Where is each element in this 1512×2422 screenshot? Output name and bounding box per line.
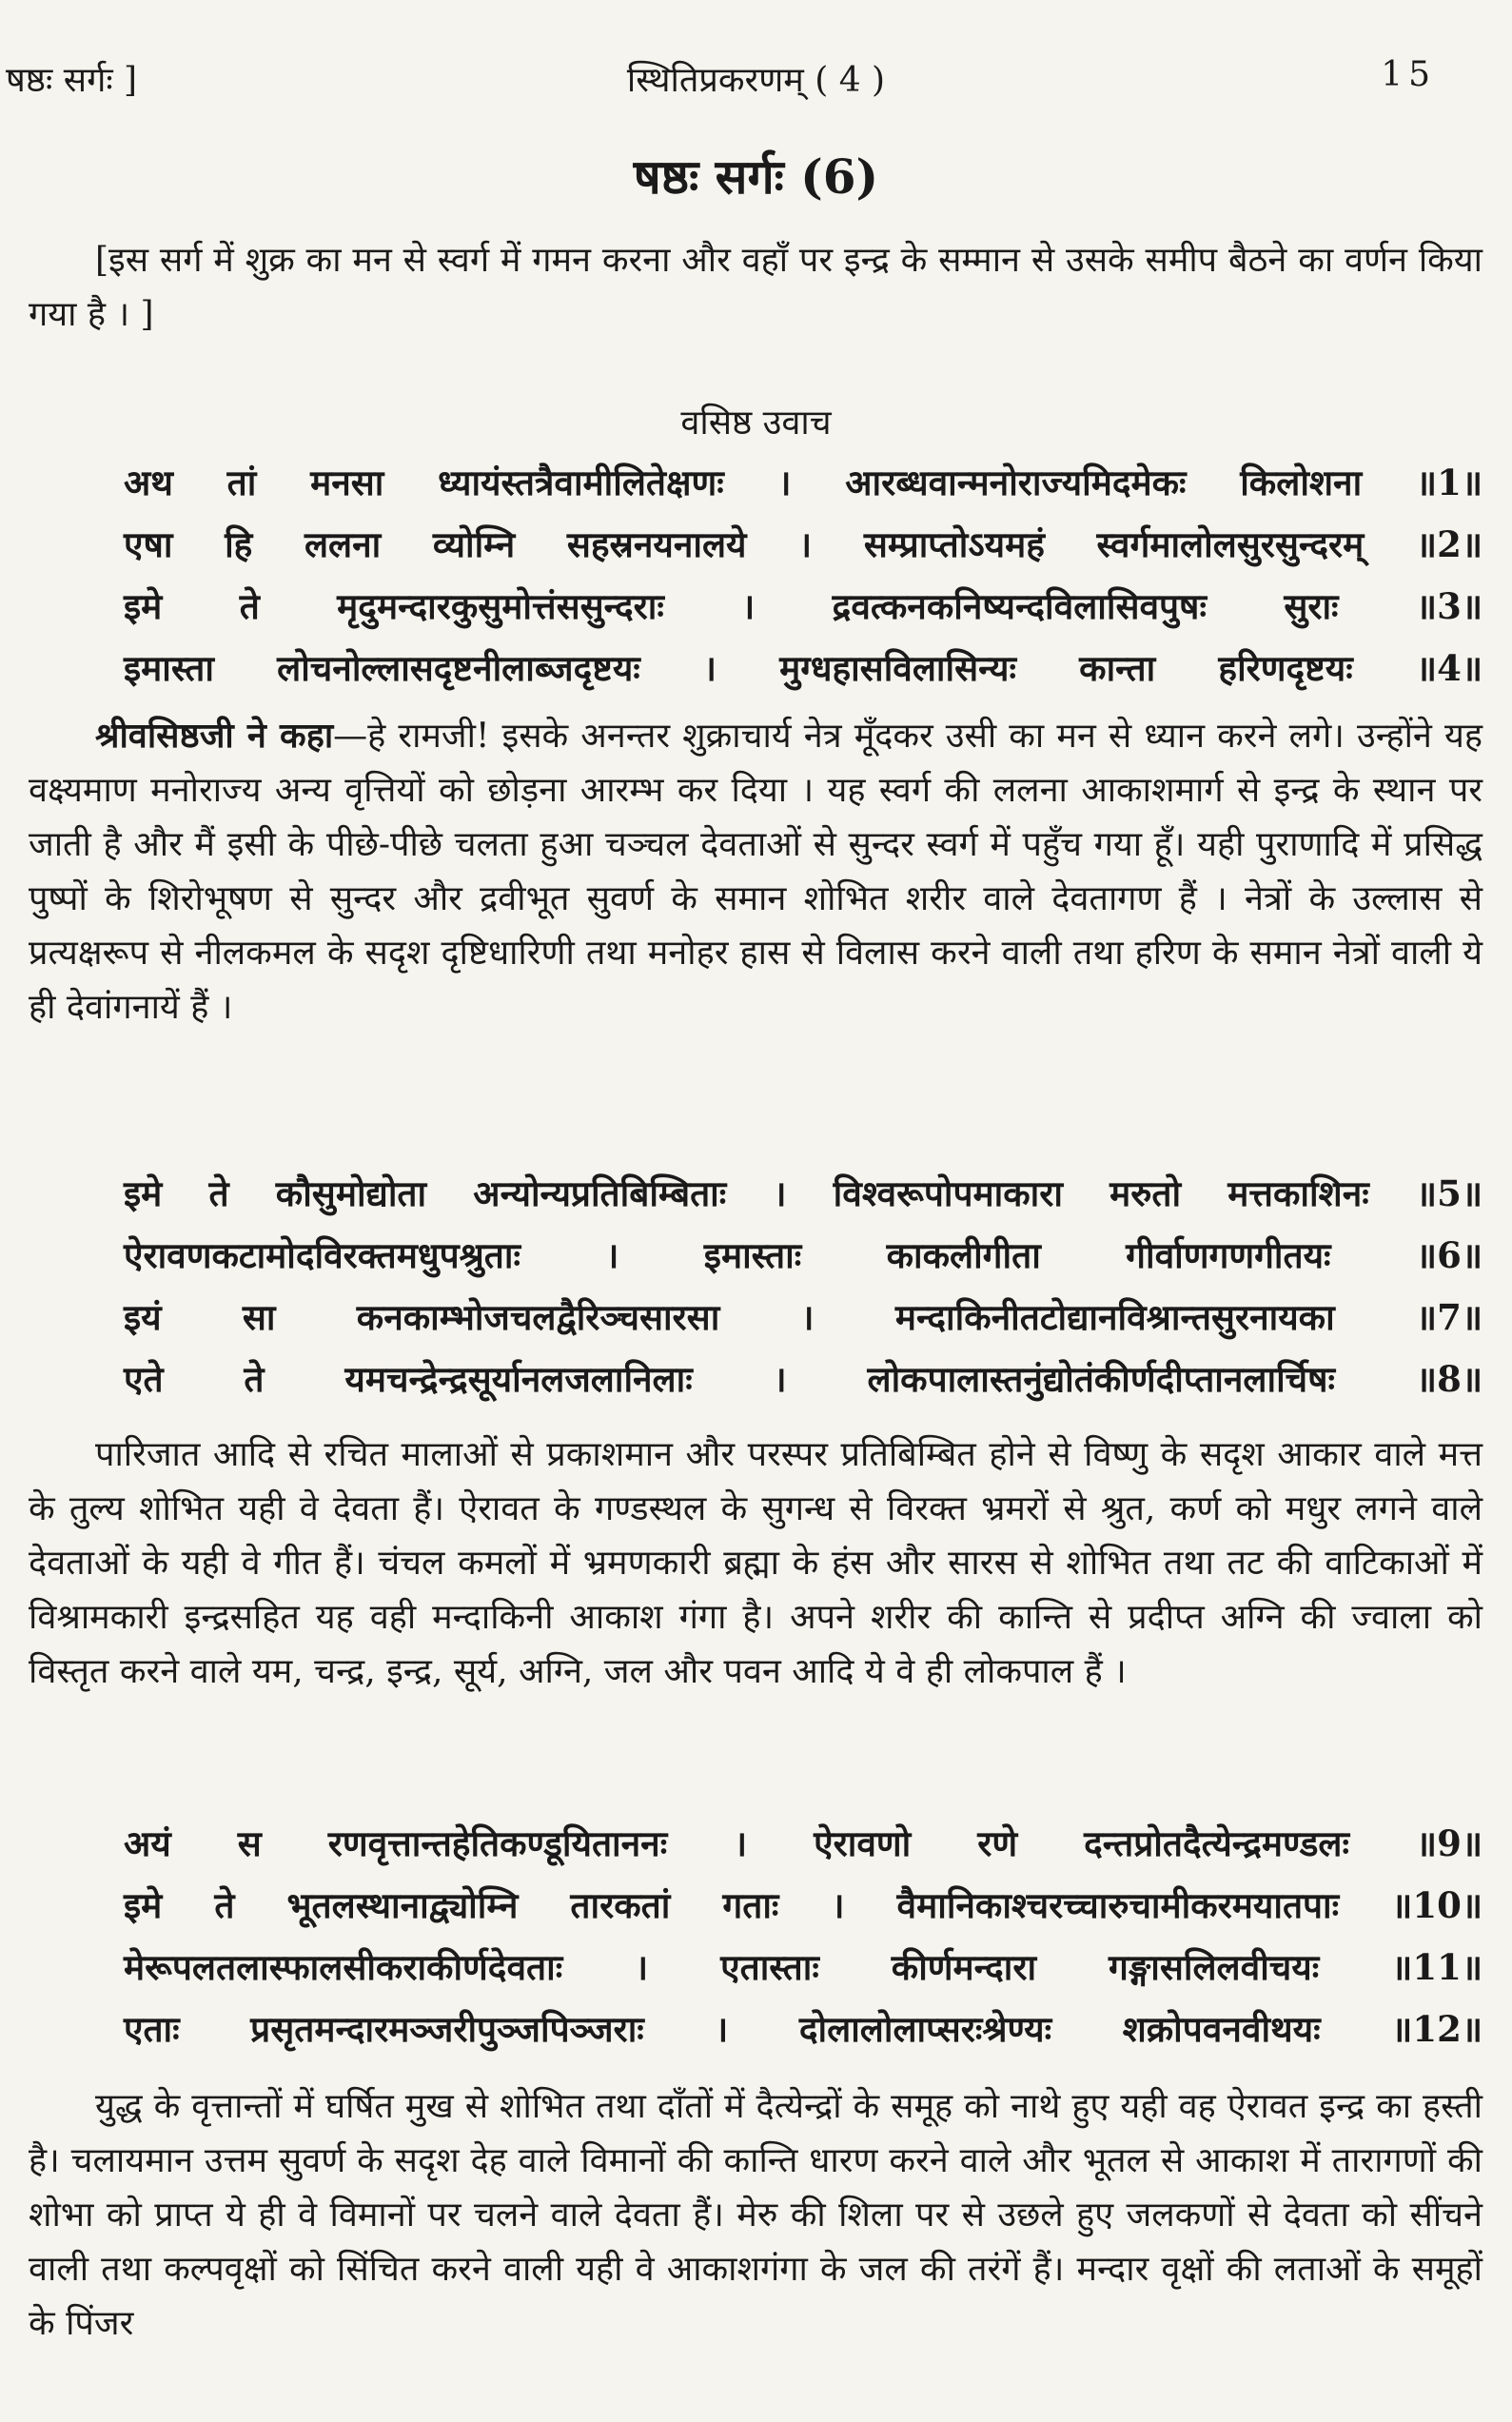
- speaker-label: श्रीवसिष्ठजी ने कहा: [95, 716, 334, 756]
- verse-12: एताः प्रसृतमन्दारमञ्जरीपुञ्जपिञ्जराः । दोलालोलाप्सरःश्रेण्यः शक्रोपवनवीथयः ॥12॥: [124, 2008, 1483, 2050]
- running-header-center: स्थितिप्रकरणम् ( 4 ): [626, 61, 886, 100]
- translation-paragraph-1: [29, 709, 1483, 1034]
- page-number: 15: [1381, 55, 1436, 94]
- paragraph-text: —हे रामजी! इसके अनन्तर शुक्राचार्य नेत्र मूँदकर उसी का मन से ध्यान करने लगे। उन्होंने यह वक्ष्यमाण मनोराज्य अन्य वृत्तियों को छोड़ना आरम्भ कर दिया । यह स्वर्ग की ललना आकाशमार्ग से इन्द्र के स्थान पर जाती है और मैं इसी के पीछे-पीछे चलता हुआ चञ्चल देवताओं से सुन्दर स्वर्ग में पहुँच गया हूँ। यही पुराणादि में प्रसिद्ध पुष्पों के शिरोभूषण से सुन्दर और द्रवीभूत सुवर्ण के समान शोभित शरीर वाले देवतागण हैं । नेत्रों के उल्लास से प्रत्यक्षरूप से नीलकमल के सदृश दृष्टिधारिणी तथा मनोहर हास से विलास करने वाली तथा हरिण के समान नेत्रों वाली ये ही देवांगनायें हैं ।: [29, 717, 1483, 1027]
- verse-1: अथ तां मनसा ध्यायंस्तत्रैवामीलितेक्षणः । आरब्धवान्मनोराज्यमिदमेकः किलोशना ॥1॥: [124, 462, 1483, 503]
- verse-block-3: [29, 1813, 1483, 2060]
- verse-6: ऐरावणकटामोदविरक्तमधुपश्रुताः । इमास्ताः काकलीगीता गीर्वाणगणगीतयः ॥6॥: [124, 1234, 1483, 1276]
- verse-11: मेरूपलतलास्फालसीकराकीर्णदेवताः । एतास्ताः कीर्णमन्दारा गङ्गासलिलवीचयः ॥11॥: [124, 1946, 1483, 1988]
- verse-7: इयं सा कनकाम्भोजचलद्वैरिञ्चसारसा । मन्दाकिनीतटोद्यानविश्रान्तसुरनायका ॥7॥: [124, 1296, 1483, 1338]
- verse-10: इमे ते भूतलस्थानाद्व्योम्नि तारकतां गताः । वैमानिकाश्चरच्चारुचामीकरमयातपाः ॥10॥: [124, 1884, 1483, 1926]
- verse-block-2: [29, 1163, 1483, 1410]
- chapter-title: षष्ठः सर्गः (6): [633, 148, 879, 205]
- running-header-left: षष्ठः सर्गः ]: [6, 61, 138, 100]
- verse-8: एते ते यमचन्द्रेन्द्रसूर्यानलजलानिलाः । लोकपालास्तनुंद्योतंकीर्णदीप्तानलार्चिषः ॥8॥: [124, 1358, 1483, 1400]
- chapter-intro: [इस सर्ग में शुक्र का मन से स्वर्ग में गमन करना और वहाँ पर इन्द्र के सम्मान से उसके समीप बैठने का वर्णन किया गया है । ]: [29, 241, 1483, 334]
- verse-block-1: [29, 452, 1483, 699]
- translation-paragraph-3: युद्ध के वृत्तान्तों में घर्षित मुख से शोभित तथा दाँतों में दैत्येन्द्रों के समूह को नाथे हुए यही वह ऐरावत इन्द्र का हस्ती है। चलायमान उत्तम सुवर्ण के सदृश देह वाले विमानों की कान्ति धारण करने वाले और भूतल से आकाश में तारागणों की शोभा को प्राप्त ये ही वे विमानों पर चलने वाले देवता हैं। मेरु की शिला पर से उछले हुए जलकणों से देवता को सींचने वाली तथा कल्पवृक्षों को सिंचित करने वाली यही वे आकाशगंगा के जल की तरंगें हैं। मन्दार वृक्षों की लताओं के समूहों के पिंजर: [29, 2087, 1483, 2343]
- verse-5: इमे ते कौसुमोद्योता अन्योन्यप्रतिबिम्बिताः । विश्वरूपोपमाकारा मरुतो मत्तकाशिनः ॥5॥: [124, 1172, 1483, 1214]
- verse-2: एषा हि ललना व्योम्नि सहस्रनयनालये । सम्प्राप्तोऽयमहं स्वर्गमालोलसुरसुन्दरम् ॥2॥: [124, 523, 1483, 565]
- translation-paragraph-2: पारिजात आदि से रचित मालाओं से प्रकाशमान और परस्पर प्रतिबिम्बित होने से विष्णु के सदृश आकार वाले मत्त के तुल्य शोभित यही वे देवता हैं। ऐरावत के गण्डस्थल के सुगन्ध से विरक्त भ्रमरों से श्रुत, कर्ण को मधुर लगने वाले देवताओं के यही वे गीत हैं। चंचल कमलों में भ्रमणकारी ब्रह्मा के हंस और सारस से शोभित तथा तट की वाटिकाओं में विश्रामकारी इन्द्रसहित यह वही मन्दाकिनी आकाश गंगा है। अपने शरीर की कान्ति से प्रदीप्त अग्नि की ज्वाला को विस्तृत करने वाले यम, चन्द्र, इन्द्र, सूर्य, अग्नि, जल और पवन आदि ये वे ही लोकपाल हैं ।: [29, 1435, 1483, 1691]
- speaker-heading: वसिष्ठ उवाच: [680, 404, 832, 443]
- verse-9: अयं स रणवृत्तान्तहेतिकण्डूयिताननः । ऐरावणो रणे दन्तप्रोतदैत्येन्द्रमण्डलः ॥9॥: [124, 1822, 1483, 1864]
- verse-4: इमास्ता लोचनोल्लासदृष्टनीलाब्जदृष्टयः । मुग्धहासविलासिन्यः कान्ता हरिणदृष्टयः ॥4॥: [124, 647, 1483, 689]
- verse-3: इमे ते मृदुमन्दारकुसुमोत्तंससुन्दराः । द्रवत्कनकनिष्यन्दविलासिवपुषः सुराः ॥3॥: [124, 585, 1483, 627]
